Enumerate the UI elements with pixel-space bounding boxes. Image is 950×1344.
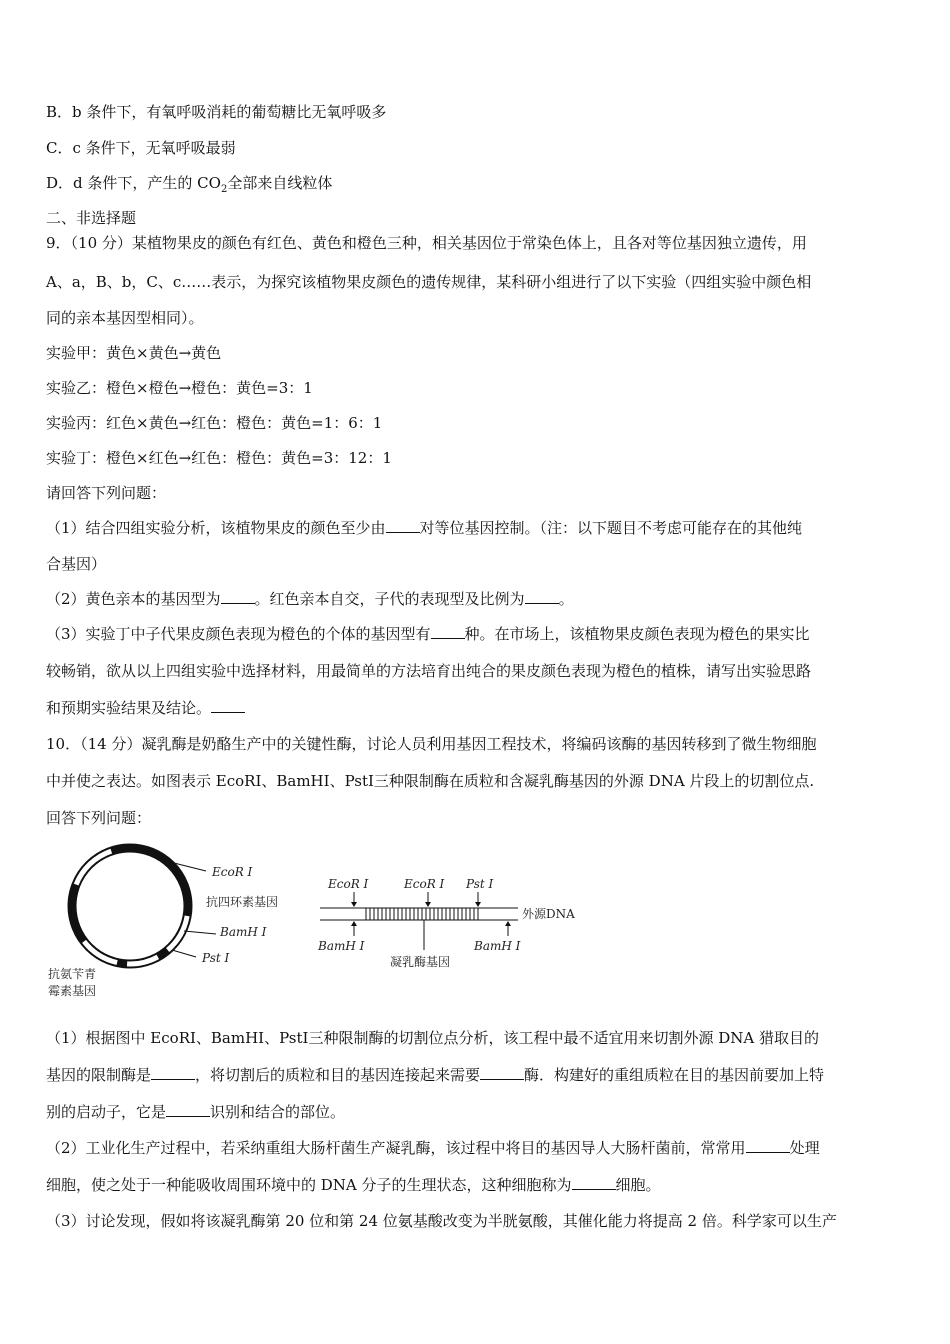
- q9-prompt: 请回答下列问题：: [46, 484, 167, 502]
- answer-blank: [572, 1175, 616, 1190]
- option-b: B．b 条件下，有氧呼吸消耗的葡萄糖比无氧呼吸多: [46, 103, 387, 121]
- dna-psti-label: Pst Ⅰ: [466, 877, 494, 891]
- answer-blank: [746, 1138, 790, 1153]
- plasmid-bamhi-label: BamH Ⅰ: [220, 925, 267, 939]
- plasmid-amp-label-2: 霉素基因: [48, 984, 97, 998]
- q9-line-1: 9．（10 分）某植物果皮的颜色有红色、黄色和橙色三种，相关基因位于常染色体上，且各对等位基因独立遗传，用: [46, 234, 807, 252]
- option-d-tail: 全部来自线粒体: [227, 174, 333, 192]
- q10-sub-1-mid: ，将切割后的质粒和目的基因连接起来需要: [195, 1066, 481, 1084]
- q10-sub-3: （3）讨论发现，假如将该凝乳酶第 20 位和第 24 位氨基酸改变为半胱氨酸，其催化能力将提高 2 倍。科学家可以生产: [46, 1212, 837, 1230]
- dna-bamhi-arrowhead-1: [351, 921, 357, 926]
- q10-sub-1-end: 识别和结合的部位。: [210, 1103, 346, 1121]
- answer-blank: [480, 1065, 524, 1080]
- foreign-dna-diagram: [317, 877, 575, 969]
- plasmid-psti-pointer: [172, 950, 196, 957]
- q9-sub-3-cont-2-text: 和预期实验结果及结论。: [46, 699, 212, 717]
- answer-blank: [525, 589, 559, 604]
- option-c: C．c 条件下，无氧呼吸最弱: [46, 139, 236, 157]
- restriction-map-figure: [44, 838, 604, 1008]
- dna-ecori-label-2: EcoR Ⅰ: [404, 877, 445, 891]
- dna-psti-arrowhead: [475, 902, 481, 907]
- q9-sub-1-tail: 对等位基因控制。（注：以下题目不考虑可能存在的其他纯: [419, 519, 803, 537]
- rennin-gene-label: 凝乳酶基因: [390, 955, 451, 969]
- q9-exp-jia: 实验甲：黄色×黄色→黄色: [46, 344, 222, 362]
- q10-sub-1-tail: 酶．构建好的重组质粒在目的基因前要加上特: [524, 1066, 825, 1084]
- plasmid-tet-label: 抗四环素基因: [206, 895, 279, 909]
- answer-blank: [431, 624, 465, 639]
- dna-bamhi-arrowhead-2: [505, 921, 511, 926]
- option-d: [46, 173, 332, 200]
- q9-exp-bing: 实验丙：红色×黄色→红色：橙色：黄色=1：6：1: [46, 414, 383, 432]
- dna-ecori-label-1: EcoR Ⅰ: [328, 877, 369, 891]
- q9-sub-3: [46, 624, 810, 644]
- q9-sub-3-tail: 种。在市场上，该植物果皮颜色表现为橙色的果实比: [464, 625, 810, 643]
- q9-sub-2-text: （2）黄色亲本的基因型为: [46, 590, 221, 608]
- plasmid-psti-label: Pst Ⅰ: [202, 951, 230, 965]
- plasmid-diagram: [48, 848, 278, 998]
- option-d-sub: 2: [220, 184, 228, 195]
- answer-blank: [151, 1065, 195, 1080]
- answer-blank: [221, 589, 255, 604]
- option-d-text: D．d 条件下，产生的 CO: [46, 174, 221, 192]
- plasmid-ecori-label: EcoR Ⅰ: [212, 865, 253, 879]
- q10-line-2: 中并使之表达。如图表示 EcoRⅠ、BamHⅠ、PstⅠ三种限制酶在质粒和含凝乳酶基因的外源 DNA 片段上的切割位点.: [46, 772, 815, 790]
- q9-exp-yi: 实验乙：橙色×橙色→橙色：黄色=3：1: [46, 379, 313, 397]
- q10-line-3: 回答下列问题：: [46, 809, 152, 827]
- q9-sub-1-cont: 合基因）: [46, 555, 107, 573]
- plasmid-amp-label-1: 抗氨苄青: [48, 967, 97, 981]
- q9-sub-1: [46, 518, 802, 538]
- q10-sub-1-text-2: 别的启动子，它是: [46, 1103, 167, 1121]
- q10-sub-2-cont-text: 细胞，使之处于一种能吸收周围环境中的 DNA 分子的生理状态，这种细胞称为: [46, 1176, 572, 1194]
- answer-blank: [166, 1102, 210, 1117]
- q10-sub-2-cont: [46, 1175, 661, 1195]
- q9-sub-3-text: （3）实验丁中子代果皮颜色表现为橙色的个体的基因型有: [46, 625, 431, 643]
- q10-sub-2-tail: 处理: [789, 1139, 820, 1157]
- plasmid-bamhi-pointer: [184, 931, 216, 934]
- q9-sub-1-text: （1）结合四组实验分析，该植物果皮的颜色至少由: [46, 519, 386, 537]
- q9-sub-3-cont-2: [46, 698, 245, 718]
- dna-ecori-arrowhead-1: [351, 902, 357, 907]
- q10-sub-1: （1）根据图中 EcoRⅠ、BamHⅠ、PstⅠ三种限制酶的切割位点分析，该工程中最不适宜用来切割外源 DNA 猎取目的: [46, 1029, 819, 1047]
- q10-sub-2-text: （2）工业化生产过程中，若采纳重组大肠杆菌生产凝乳酶，该过程中将目的基因导人大肠杆菌前，常常用: [46, 1139, 746, 1157]
- section-title: 二、非选择题: [46, 209, 137, 227]
- dna-bamhi-label-1: BamH Ⅰ: [318, 939, 365, 953]
- q9-sub-3-cont-1: 较畅销，欲从以上四组实验中选择材料，用最简单的方法培育出纯合的果皮颜色表现为橙色的植株，请写出实验思路: [46, 662, 812, 680]
- gene-hatching: [370, 908, 474, 920]
- q9-line-3: 同的亲本基因型相同）。: [46, 309, 204, 327]
- answer-blank: [211, 698, 245, 713]
- q10-sub-1-text: 基因的限制酶是: [46, 1066, 152, 1084]
- q10-sub-1-cont-1: [46, 1065, 824, 1085]
- q10-line-1: 10．（14 分）凝乳酶是奶酪生产中的关键性酶，讨论人员利用基因工程技术，将编码该酶的基因转移到了微生物细胞: [46, 735, 817, 753]
- q9-line-2: A、a，B、b，C、c……表示，为探究该植物果皮颜色的遗传规律，某科研小组进行了以下实验（四组实验中颜色相: [46, 273, 812, 291]
- q10-sub-2: [46, 1138, 820, 1158]
- q10-sub-1-cont-2: [46, 1102, 345, 1122]
- foreign-dna-label: 外源DNA: [522, 907, 575, 921]
- dna-bamhi-label-2: BamH Ⅰ: [474, 939, 521, 953]
- q9-exp-ding: 实验丁：橙色×红色→红色：橙色：黄色=3：12：1: [46, 449, 392, 467]
- q9-sub-2-end: 。: [558, 590, 574, 608]
- q9-sub-2: [46, 589, 574, 609]
- q10-sub-2-end: 细胞。: [615, 1176, 661, 1194]
- q9-sub-2-mid: 。红色亲本自交，子代的表现型及比例为: [254, 590, 525, 608]
- answer-blank: [386, 518, 420, 533]
- dna-ecori-arrowhead-2: [425, 902, 431, 907]
